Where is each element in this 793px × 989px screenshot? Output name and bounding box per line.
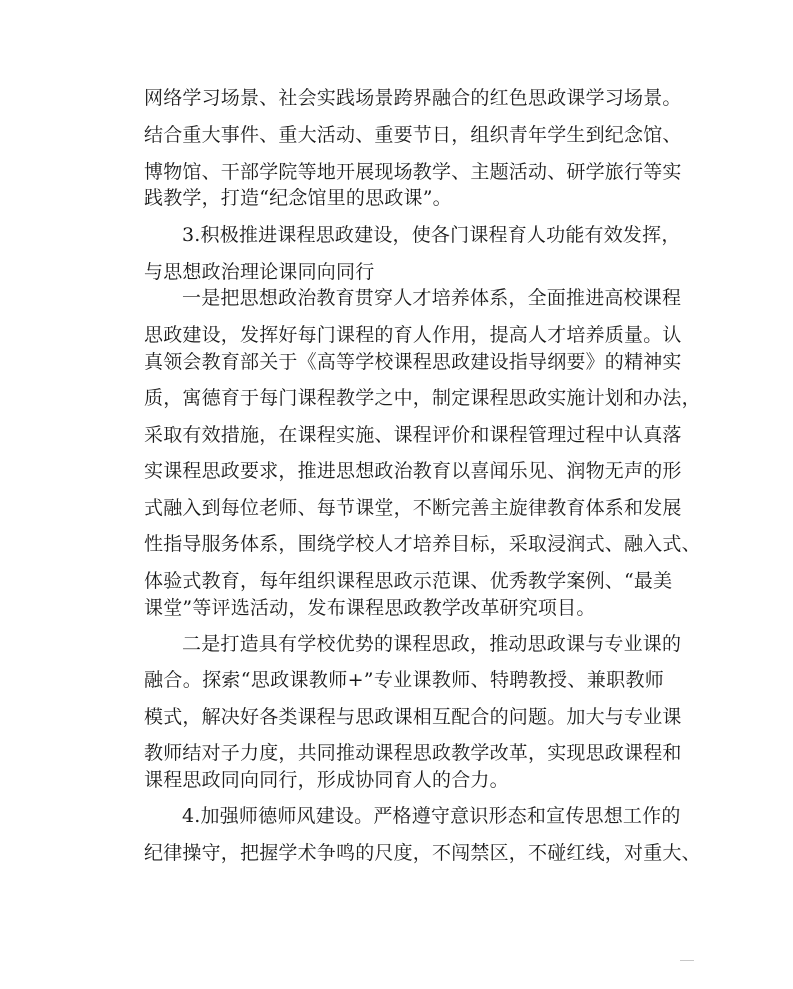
section-heading-line: 3.积极推进课程思政建设，使各门课程育人功能有效发挥， — [182, 224, 681, 246]
text-line: 采取有效措施，在课程实施、课程评价和课程管理过程中认真落 — [144, 424, 682, 446]
text-line: 博物馆、干部学院等地开展现场教学、主题活动、研学旅行等实 — [144, 161, 682, 183]
text-line: 式融入到每位老师、每节课堂，不断完善主旋律教育体系和发展 — [144, 497, 682, 519]
text-line: 体验式教育，每年组织课程思政示范课、优秀教学案例、“最美 — [144, 570, 673, 592]
text-line: 课堂”等评选活动，发布课程思政教学改革研究项目。 — [144, 597, 596, 619]
text-line: 结合重大事件、重大活动、重要节日，组织青年学生到纪念馆、 — [144, 124, 682, 146]
text-line: 真领会教育部关于《高等学校课程思政建设指导纲要》的精神实 — [144, 351, 682, 373]
page-edge-mark — [680, 960, 694, 961]
text-line: 质，寓德育于每门课程教学之中，制定课程思政实施计划和办法， — [144, 387, 701, 409]
section-heading-line: 与思想政治理论课同向同行 — [144, 261, 375, 283]
text-line: 纪律操守，把握学术争鸣的尺度，不闯禁区，不碰红线，对重大、 — [144, 842, 701, 864]
text-line: 二是打造具有学校优势的课程思政，推动思政课与专业课的 — [182, 633, 682, 655]
text-line: 课程思政同向同行，形成协同育人的合力。 — [144, 769, 509, 791]
text-line: 网络学习场景、社会实践场景跨界融合的红色思政课学习场景。 — [144, 87, 682, 109]
text-line: 实课程思政要求，推进思想政治教育以喜闻乐见、润物无声的形 — [144, 460, 682, 482]
text-line: 一是把思想政治教育贯穿人才培养体系，全面推进高校课程 — [182, 287, 682, 309]
text-line: 教师结对子力度，共同推动课程思政教学改革，实现思政课程和 — [144, 742, 682, 764]
text-line: 思政建设，发挥好每门课程的育人作用，提高人才培养质量。认 — [144, 324, 682, 346]
text-line: 融合。探索“思政课教师+”专业课教师、特聘教授、兼职教师 — [144, 669, 664, 691]
section-heading-line: 4.加强师德师风建设。严格遵守意识形态和宣传思想工作的 — [182, 805, 681, 827]
text-line: 模式，解决好各类课程与思政课相互配合的问题。加大与专业课 — [144, 706, 682, 728]
text-line: 践教学，打造“纪念馆里的思政课”。 — [144, 187, 452, 209]
text-line: 性指导服务体系，围绕学校人才培养目标，采取浸润式、融入式、 — [144, 533, 701, 555]
